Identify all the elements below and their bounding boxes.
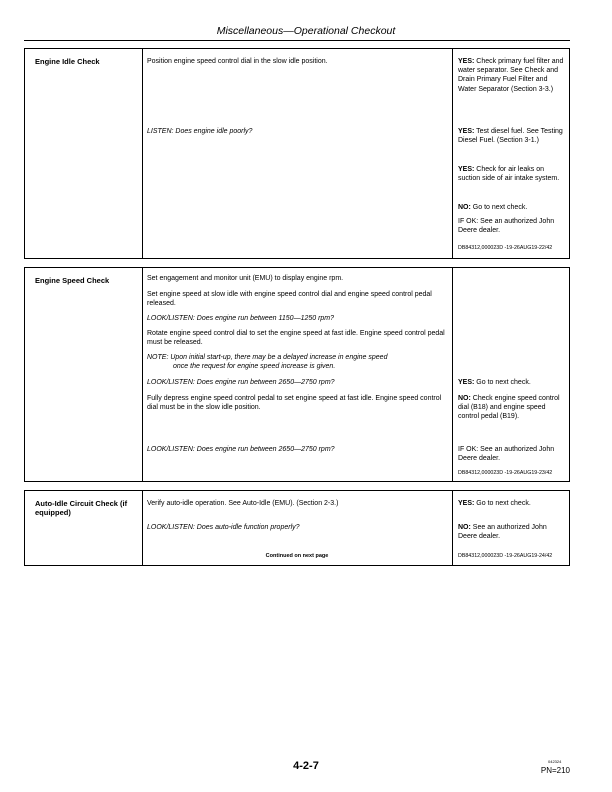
step-text: Set engagement and monitor unit (EMU) to display engine rpm. [147,275,344,282]
result-text [458,203,566,212]
result-label: NO: [458,524,471,531]
engine-speed-check-section [24,267,570,482]
result-text [458,217,566,235]
section-title: Engine Speed Check [35,276,110,285]
page-number: 4-2-7 [293,760,319,772]
step-text: LOOK/LISTEN: Does engine run between 2650—2750 rpm? [147,446,335,453]
column-divider [452,491,453,565]
step-text: Set engine speed at slow idle with engine speed control dial and engine speed control pedal released. [147,291,432,308]
result-text [458,445,566,463]
step-text: Rotate engine speed control dial to set the engine speed at fast idle. Engine speed control pedal must be released. [147,330,445,347]
document-reference: DB84312,000023D -19-26AUG19-22/42 [458,245,553,251]
step-text: LOOK/LISTEN: Does engine run between 1150—1250 rpm? [147,315,335,322]
note-line-indented: once the request for engine speed increase is given. [173,363,336,371]
note-text [147,353,447,371]
page-header-title: Miscellaneous—Operational Checkout [216,25,396,37]
result-label: YES: [458,58,475,65]
document-reference: DB84312,000023D -19-26AUG19-24/42 [458,553,553,559]
result-text [458,127,566,145]
result-label: YES: [458,500,475,507]
step-text: Position engine speed control dial in the slow idle position. [147,58,328,65]
engine-idle-check-section [24,48,570,259]
result-text [458,378,566,387]
result-label: YES: [458,166,475,173]
header-rule [24,40,570,41]
step-text: LOOK/LISTEN: Does engine run between 2650—2750 rpm? [147,379,335,386]
step-text: LISTEN: Does engine idle poorly? [147,128,253,135]
footer-code: 042324 [548,759,562,764]
column-divider [142,268,143,481]
section-title: Auto-Idle Circuit Check (if equipped) [35,499,128,517]
result-label: YES: [458,128,475,135]
document-reference: DB84312,000023D -19-26AUG19-23/42 [458,470,553,476]
column-divider [142,491,143,565]
result-text [458,523,566,541]
step-text: LOOK/LISTEN: Does auto-idle function properly? [147,524,300,531]
result-body: See an authorized John Deere dealer. [458,524,547,541]
result-text [458,165,566,183]
result-body: Check for air leaks on suction side of air intake system. [458,166,560,183]
result-text [458,394,566,422]
result-label: YES: [458,379,475,386]
section-title: Engine Idle Check [35,57,100,66]
result-text [458,57,566,94]
result-body: Test diesel fuel. See Testing Diesel Fuel. (Section 3-1.) [458,128,563,145]
result-body: IF OK: See an authorized John Deere dealer. [458,446,555,463]
note-line: NOTE: Upon initial start-up, there may be a delayed increase in engine speed [147,354,388,361]
step-text: Verify auto-idle operation. See Auto-Idle (EMU). (Section 2-3.) [147,500,339,507]
result-text [458,499,566,508]
result-body: Go to next check. [474,379,531,386]
result-label: NO: [458,395,471,402]
result-body: Go to next check. [474,500,531,507]
result-body: Go to next check. [470,204,528,211]
result-label: NO: [458,204,471,211]
column-divider [452,268,453,481]
result-body: Check engine speed control dial (B18) and engine speed control pedal (B19). [458,395,560,421]
step-text: Fully depress engine speed control pedal to set engine speed at fast idle. Engine speed control dial must be in the slow idle position. [147,395,442,412]
result-body: Check primary fuel filter and water separator. See Check and Drain Primary Fuel Filter and Water Separator (Section 3-3.) [458,58,564,93]
column-divider [142,49,143,258]
auto-idle-circuit-check-section [24,490,570,566]
continued-note: Continued on next page [265,553,329,559]
page-pn: PN=210 [540,766,570,775]
result-body: IF OK: See an authorized John Deere dealer. [458,218,555,235]
column-divider [452,49,453,258]
